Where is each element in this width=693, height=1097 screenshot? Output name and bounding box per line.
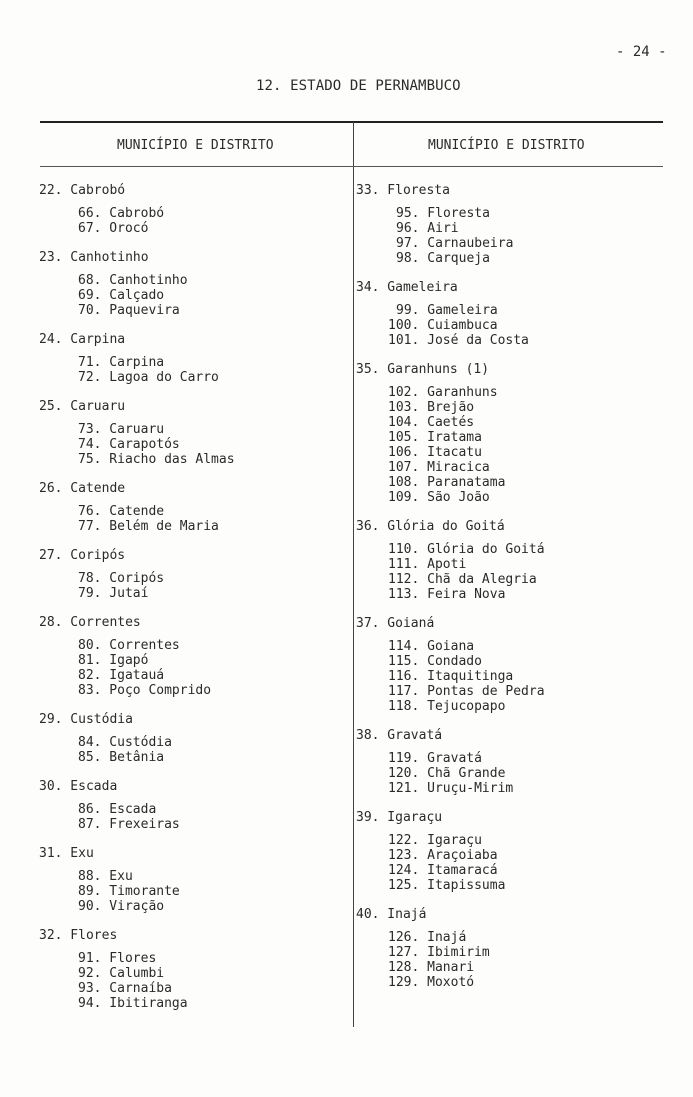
page-title: 12. ESTADO DE PERNAMBUCO [256, 78, 461, 94]
distrito-item: 73. Caruaru [78, 422, 165, 437]
municipio-heading: 28. Correntes [39, 615, 141, 630]
distrito-item: 118. Tejucopapo [388, 699, 506, 714]
distrito-item: 109. São João [388, 490, 490, 505]
distrito-item: 122. Igaraçu [388, 833, 482, 848]
distrito-item: 78. Coripós [78, 571, 165, 586]
distrito-item: 116. Itaquitinga [388, 669, 514, 684]
distrito-item: 121. Uruçu-Mirim [388, 781, 514, 796]
municipio-heading: 26. Catende [39, 481, 126, 496]
distrito-item: 70. Paquevira [78, 303, 180, 318]
distrito-item: 102. Garanhuns [388, 385, 498, 400]
distrito-item: 95. Floresta [396, 206, 490, 221]
distrito-item: 66. Cabrobó [78, 206, 165, 221]
header-rule [40, 166, 663, 167]
distrito-item: 76. Catende [78, 504, 165, 519]
distrito-item: 85. Betânia [78, 750, 165, 765]
distrito-item: 117. Pontas de Pedra [388, 684, 545, 699]
municipio-heading: 22. Cabrobó [39, 183, 126, 198]
distrito-item: 84. Custódia [78, 735, 172, 750]
municipio-heading: 32. Flores [39, 928, 118, 943]
municipio-heading: 31. Exu [39, 846, 94, 861]
distrito-item: 86. Escada [78, 802, 157, 817]
distrito-item: 98. Carqueja [396, 251, 490, 266]
municipio-heading: 24. Carpina [39, 332, 126, 347]
distrito-item: 75. Riacho das Almas [78, 452, 235, 467]
distrito-item: 113. Feira Nova [388, 587, 506, 602]
left-column-header: MUNICÍPIO E DISTRITO [117, 138, 274, 153]
distrito-item: 77. Belém de Maria [78, 519, 219, 534]
distrito-item: 88. Exu [78, 869, 133, 884]
distrito-item: 115. Condado [388, 654, 482, 669]
distrito-item: 79. Jutaí [78, 586, 149, 601]
municipio-heading: 39. Igaraçu [356, 810, 443, 825]
municipio-heading: 30. Escada [39, 779, 118, 794]
distrito-item: 68. Canhotinho [78, 273, 188, 288]
distrito-item: 119. Gravatá [388, 751, 482, 766]
distrito-item: 89. Timorante [78, 884, 180, 899]
distrito-item: 108. Paranatama [388, 475, 506, 490]
municipio-heading: 36. Glória do Goitá [356, 519, 505, 534]
distrito-item: 126. Inajá [388, 930, 467, 945]
distrito-item: 74. Carapotós [78, 437, 180, 452]
municipio-heading: 29. Custódia [39, 712, 133, 727]
column-divider [353, 122, 354, 1027]
distrito-item: 72. Lagoa do Carro [78, 370, 219, 385]
distrito-item: 83. Poço Comprido [78, 683, 212, 698]
municipio-heading: 35. Garanhuns (1) [356, 362, 490, 377]
distrito-item: 81. Igapó [78, 653, 149, 668]
distrito-item: 71. Carpina [78, 355, 165, 370]
distrito-item: 67. Orocó [78, 221, 149, 236]
municipio-heading: 25. Caruaru [39, 399, 126, 414]
distrito-item: 94. Ibitiranga [78, 996, 188, 1011]
distrito-item: 93. Carnaíba [78, 981, 172, 996]
distrito-item: 104. Caetés [388, 415, 475, 430]
distrito-item: 90. Viração [78, 899, 165, 914]
distrito-item: 105. Iratama [388, 430, 482, 445]
distrito-item: 128. Manari [388, 960, 475, 975]
distrito-item: 91. Flores [78, 951, 157, 966]
table-top-rule [40, 121, 663, 123]
distrito-item: 127. Ibimirim [388, 945, 490, 960]
distrito-item: 87. Frexeiras [78, 817, 180, 832]
distrito-item: 112. Chã da Alegria [388, 572, 537, 587]
distrito-item: 101. José da Costa [388, 333, 529, 348]
distrito-item: 111. Apoti [388, 557, 467, 572]
distrito-item: 97. Carnaubeira [396, 236, 514, 251]
distrito-item: 107. Miracica [388, 460, 490, 475]
distrito-item: 125. Itapissuma [388, 878, 506, 893]
distrito-item: 82. Igatauá [78, 668, 165, 683]
distrito-item: 103. Brejão [388, 400, 475, 415]
distrito-item: 92. Calumbi [78, 966, 165, 981]
municipio-heading: 40. Inajá [356, 907, 427, 922]
distrito-item: 123. Araçoiaba [388, 848, 498, 863]
distrito-item: 110. Glória do Goitá [388, 542, 545, 557]
municipio-heading: 23. Canhotinho [39, 250, 149, 265]
right-column-header: MUNICÍPIO E DISTRITO [428, 138, 585, 153]
distrito-item: 129. Moxotó [388, 975, 475, 990]
distrito-item: 120. Chã Grande [388, 766, 506, 781]
page-number: - 24 - [616, 44, 667, 60]
distrito-item: 69. Calçado [78, 288, 165, 303]
distrito-item: 80. Correntes [78, 638, 180, 653]
distrito-item: 114. Goiana [388, 639, 475, 654]
distrito-item: 106. Itacatu [388, 445, 482, 460]
distrito-item: 96. Airi [396, 221, 459, 236]
municipio-heading: 37. Goianá [356, 616, 435, 631]
municipio-heading: 38. Gravatá [356, 728, 443, 743]
municipio-heading: 33. Floresta [356, 183, 450, 198]
distrito-item: 99. Gameleira [396, 303, 498, 318]
distrito-item: 100. Cuiambuca [388, 318, 498, 333]
municipio-heading: 27. Coripós [39, 548, 126, 563]
municipio-heading: 34. Gameleira [356, 280, 458, 295]
distrito-item: 124. Itamaracá [388, 863, 498, 878]
